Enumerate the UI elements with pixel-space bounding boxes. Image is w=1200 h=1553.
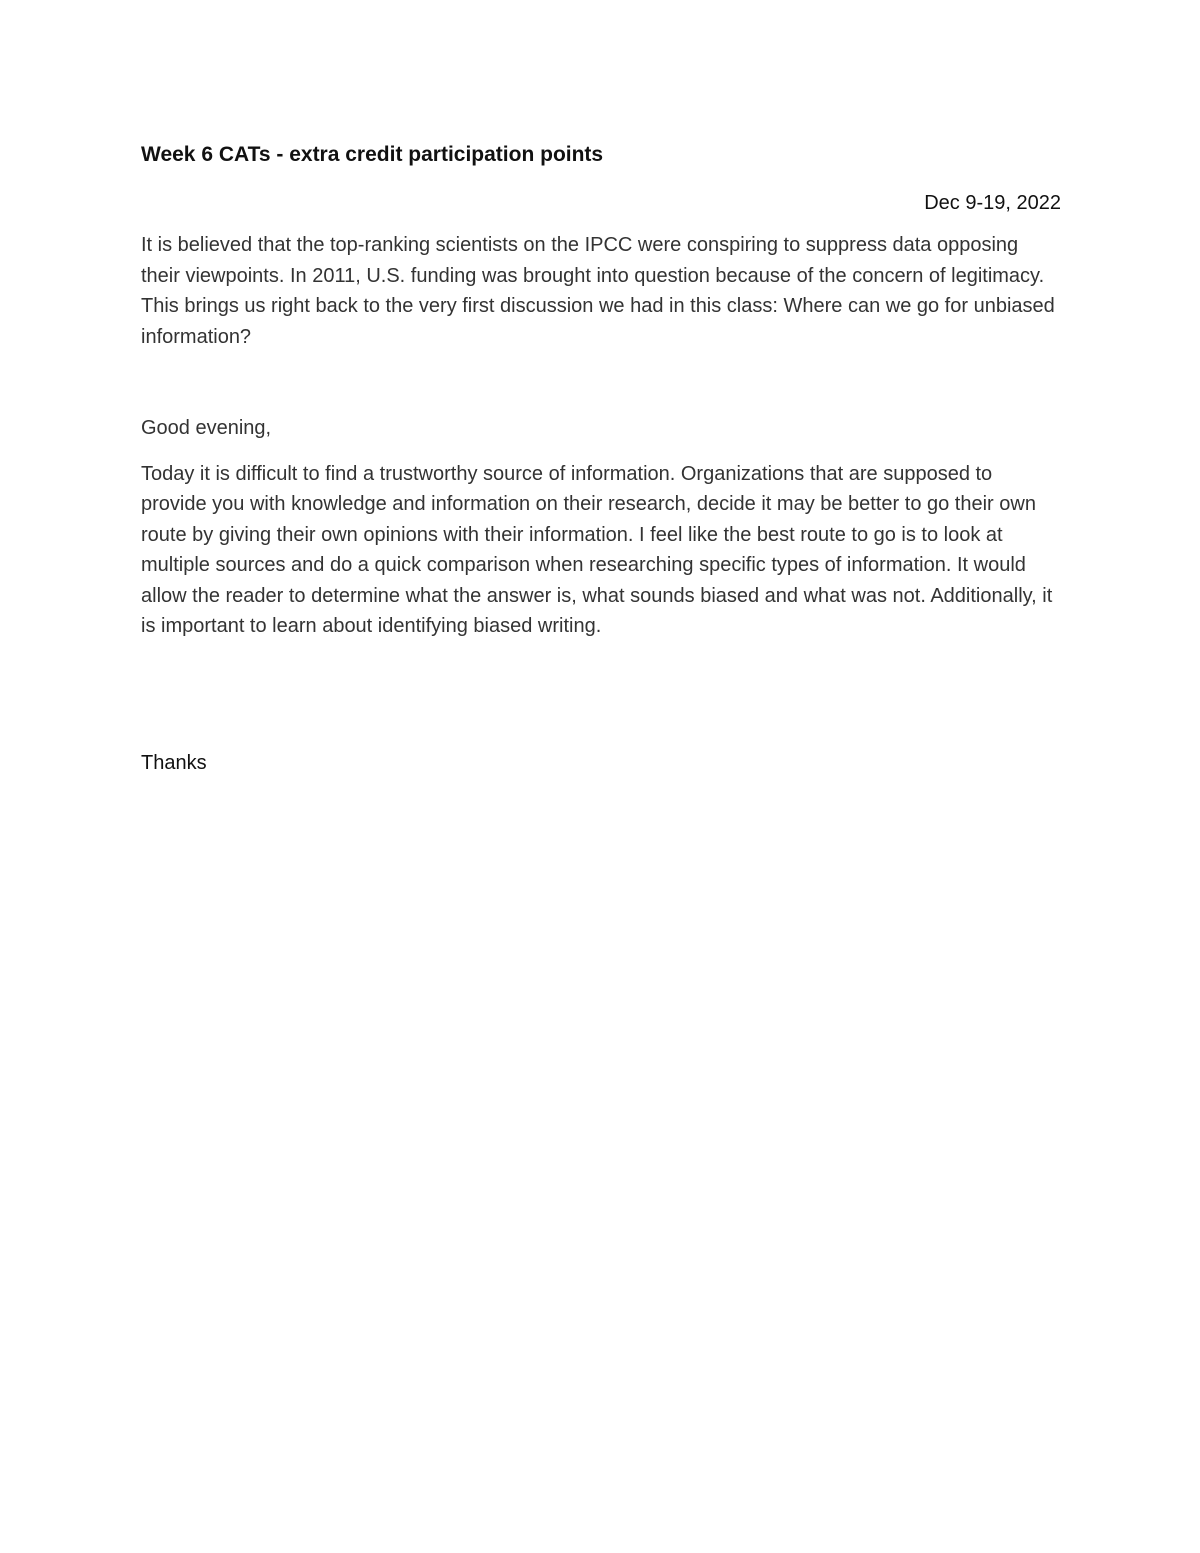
document-title: Week 6 CATs - extra credit participation points	[141, 143, 604, 166]
discussion-prompt: It is believed that the top-ranking scientists on the IPCC were conspiring to suppress data opposing their viewpoints. In 2011, U.S. funding was brought into question because of the concern of legitimacy. This brings us right back to the very first discussion we had in this class: Where can we go for unbiased information?	[141, 234, 1055, 348]
document-content	[141, 140, 1061, 778]
document-date: Dec 9-19, 2022	[924, 192, 1061, 214]
signoff: Thanks	[141, 751, 207, 774]
response-paragraph: Today it is difficult to find a trustworthy source of information. Organizations that are supposed to provide you with knowledge and information on their research, decide it may be better to go their own route by giving their own opinions with their information. I feel like the best route to go is to look at multiple sources and do a quick comparison when researching specific types of information. It would allow the reader to determine what the answer is, what sounds biased and what was not. Additionally, it is important to learn about identifying biased writing.	[141, 462, 1053, 637]
greeting: Good evening,	[141, 417, 272, 439]
